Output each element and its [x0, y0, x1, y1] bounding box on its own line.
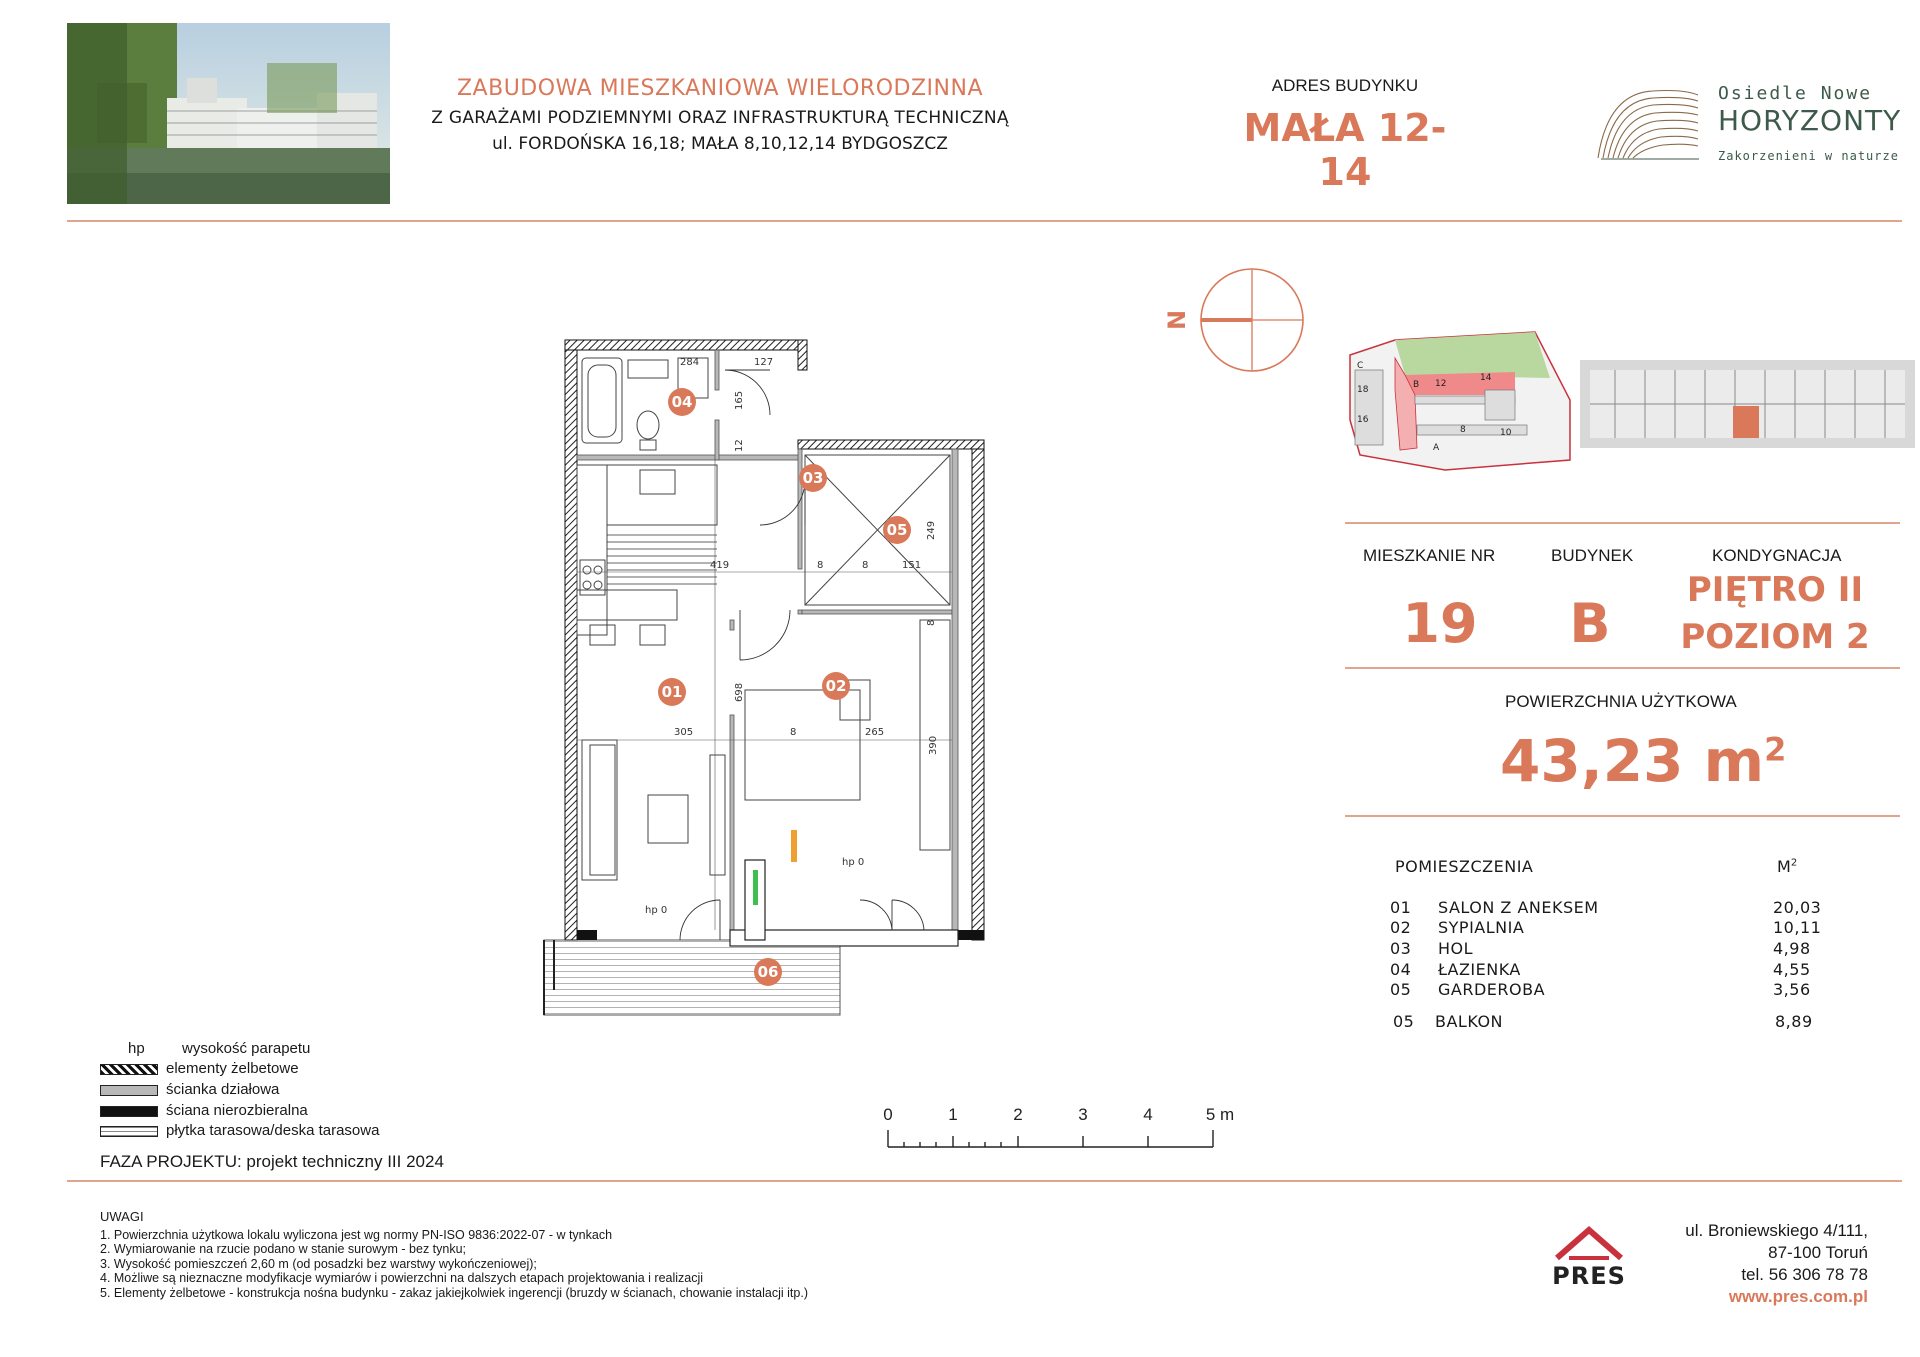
bathroom-sink: [628, 360, 668, 378]
legend-hp-text: wysokość parapetu: [182, 1040, 311, 1057]
address-value: MAŁA 12-14: [1243, 106, 1447, 194]
balcony-row: [1390, 1012, 1820, 1032]
compass: [1155, 265, 1310, 375]
developer-website[interactable]: www.pres.com.pl: [1728, 1287, 1868, 1306]
project-title-block: [400, 76, 1040, 154]
svg-text:B: B: [1413, 380, 1420, 390]
svg-text:698: 698: [734, 682, 745, 702]
logo-line-2: HORYZONTY: [1718, 104, 1902, 137]
room-no: 05: [1390, 980, 1412, 999]
svg-text:04: 04: [671, 393, 693, 411]
svg-text:18: 18: [1357, 385, 1369, 395]
room-badge-05: [883, 516, 911, 544]
svg-text:hp 0: hp 0: [842, 857, 865, 868]
svg-text:03: 03: [802, 469, 824, 487]
header-rule: [67, 220, 1902, 222]
floor-label: KONDYGNACJA: [1712, 546, 1842, 565]
note-line: 2. Wymiarowanie na rzucie podano w stanie surowym - bez tynku;: [100, 1242, 467, 1256]
svg-text:12: 12: [734, 439, 745, 452]
project-location: ul. FORDOŃSKA 16,18; MAŁA 8,10,12,14 BYDGOSZCZ: [492, 134, 948, 154]
site-key-plan: [1345, 330, 1920, 485]
area-label: POWIERZCHNIA UŻYTKOWA: [1505, 692, 1737, 711]
room-no: 02: [1390, 918, 1412, 937]
room-area: 10,11: [1773, 918, 1822, 937]
room-no: 05: [1393, 1012, 1415, 1031]
sofa: [582, 740, 617, 880]
room-row: [1390, 980, 1820, 1000]
svg-text:151: 151: [902, 560, 922, 571]
svg-text:305: 305: [674, 727, 694, 738]
room-no: 01: [1390, 898, 1412, 917]
apartment-highlight: [1733, 406, 1759, 438]
room-row: [1390, 918, 1820, 938]
svg-text:3: 3: [1078, 1105, 1088, 1124]
logo-line-1: Osiedle Nowe: [1718, 83, 1873, 104]
svg-text:12: 12: [1435, 379, 1447, 389]
balcony-deck: [544, 940, 840, 1015]
developer-contact: [1685, 1220, 1868, 1308]
svg-text:284: 284: [680, 357, 700, 368]
developer-address-1: ul. Broniewskiego 4/111,: [1685, 1221, 1868, 1240]
svg-text:4: 4: [1143, 1105, 1153, 1124]
svg-text:0: 0: [883, 1105, 893, 1124]
developer-phone: tel. 56 306 78 78: [1741, 1265, 1868, 1284]
svg-text:265: 265: [865, 727, 885, 738]
svg-text:A: A: [1433, 443, 1440, 453]
floor-value-1: PIĘTRO II: [1686, 570, 1864, 610]
svg-text:8: 8: [862, 560, 869, 571]
room-row: [1390, 939, 1820, 959]
room-badge-01: [658, 678, 686, 706]
note-line: 1. Powierzchnia użytkowa lokalu wyliczona jest wg normy PN-ISO 9836:2022-07 - w tynkach: [100, 1227, 613, 1242]
legend-hp-abbr: hp: [128, 1040, 145, 1057]
area-value: 43,23 $m^2$: [1500, 727, 1787, 795]
room-area: 3,56: [1773, 980, 1811, 999]
bed: [745, 690, 860, 800]
north-label: N: [1163, 309, 1191, 331]
west-wall: [565, 340, 577, 940]
toilet: [637, 411, 659, 439]
svg-text:01: 01: [661, 683, 683, 701]
pres-logo: [1535, 1222, 1643, 1288]
svg-text:8: 8: [1460, 425, 1466, 435]
building-address: [1240, 76, 1450, 194]
building-label: BUDYNEK: [1551, 546, 1634, 565]
site-plan: [1350, 332, 1570, 470]
logo-tagline: Zakorzenieni w naturze: [1718, 149, 1899, 163]
room-name: SALON Z ANEKSEM: [1438, 898, 1599, 917]
wardrobe: [920, 620, 950, 850]
svg-text:249: 249: [926, 520, 937, 540]
svg-text:10: 10: [1500, 428, 1512, 438]
project-title: ZABUDOWA MIESZKANIOWA WIELORODZINNA: [456, 76, 983, 101]
developer-address-2: 87-100 Toruń: [1768, 1243, 1868, 1262]
note-line: 5. Elementy żelbetowe - konstrukcja nośna budynku - zakaz jakiejkolwiek ingerencji (bruzdy w ścianach, chowanie instalacji itp.): [100, 1285, 808, 1300]
apartment-number-label: MIESZKANIE NR: [1363, 546, 1496, 565]
svg-text:127: 127: [754, 357, 774, 368]
room-badge-03: [799, 464, 827, 492]
svg-text:1: 1: [948, 1105, 958, 1124]
room-row: [1390, 960, 1820, 980]
svg-text:8: 8: [790, 727, 797, 738]
room-no: 03: [1390, 939, 1412, 958]
svg-text:hp 0: hp 0: [645, 905, 668, 916]
horyzonty-logo: [1593, 78, 1902, 168]
room-name: ŁAZIENKA: [1438, 960, 1521, 979]
building-value: B: [1569, 592, 1611, 655]
wave-logo-icon: [1593, 83, 1703, 163]
note-line: 3. Wysokość pomieszczeń 2,60 m (od posadzki bez warstwy wykończeniowej);: [100, 1256, 537, 1271]
house-roof-icon: [1557, 1230, 1621, 1258]
coffee-table: [648, 795, 688, 843]
floor-key-plan: [1580, 360, 1915, 448]
notes-title: UWAGI: [100, 1209, 144, 1224]
note-line: 4. Możliwe są nieznaczne modyfikacje wymiarów i powierzchni na dalszych etapach projektowania i realizacji: [100, 1271, 704, 1285]
room-no: 04: [1390, 960, 1412, 979]
room-name: SYPIALNIA: [1438, 918, 1525, 937]
room-name: HOL: [1438, 939, 1474, 958]
svg-text:8: 8: [926, 619, 937, 626]
vent-orange: [791, 830, 797, 862]
room-area: 4,55: [1773, 960, 1811, 979]
svg-text:419: 419: [710, 560, 730, 571]
svg-text:C: C: [1357, 361, 1364, 371]
svg-text:165: 165: [734, 390, 745, 410]
address-label: ADRES BUDYNKU: [1271, 76, 1419, 95]
floor-plan: [530, 330, 1000, 1020]
room-badge-06: [754, 958, 782, 986]
pres-wordmark: PRES: [1552, 1262, 1626, 1288]
room-area: 20,03: [1773, 898, 1822, 917]
svg-text:5 m: 5 m: [1205, 1105, 1235, 1124]
svg-text:8: 8: [817, 560, 824, 571]
svg-text:390: 390: [928, 735, 939, 755]
vent-green: [753, 870, 758, 905]
kitchen-counter: [577, 465, 607, 635]
floor-value-2: POZIOM 2: [1680, 617, 1870, 657]
room-badge-02: [822, 672, 850, 700]
rooms-unit-header: $M^2$: [1777, 857, 1798, 876]
apartment-number: 19: [1402, 592, 1478, 655]
room-area: 8,89: [1775, 1012, 1813, 1031]
tv-cabinet: [710, 755, 725, 875]
svg-text:05: 05: [886, 521, 908, 539]
notes: [100, 1210, 808, 1300]
room-row: [1390, 898, 1820, 918]
room-badge-04: [668, 388, 696, 416]
svg-text:14: 14: [1480, 373, 1492, 383]
scale-bar: [875, 1100, 1255, 1155]
svg-text:2: 2: [1013, 1105, 1023, 1124]
room-name: GARDEROBA: [1438, 980, 1546, 999]
rooms-header: POMIESZCZENIA: [1395, 857, 1534, 876]
room-area: 4,98: [1773, 939, 1811, 958]
hero-image: [67, 23, 390, 204]
svg-text:16: 16: [1357, 415, 1369, 425]
svg-text:06: 06: [757, 963, 779, 981]
svg-text:02: 02: [825, 677, 847, 695]
project-subtitle: Z GARAŻAMI PODZIEMNYMI ORAZ INFRASTRUKTURĄ TECHNICZNĄ: [431, 108, 1009, 128]
room-name: BALKON: [1435, 1012, 1504, 1031]
project-phase: FAZA PROJEKTU: projekt techniczny III 2024: [100, 1152, 444, 1171]
